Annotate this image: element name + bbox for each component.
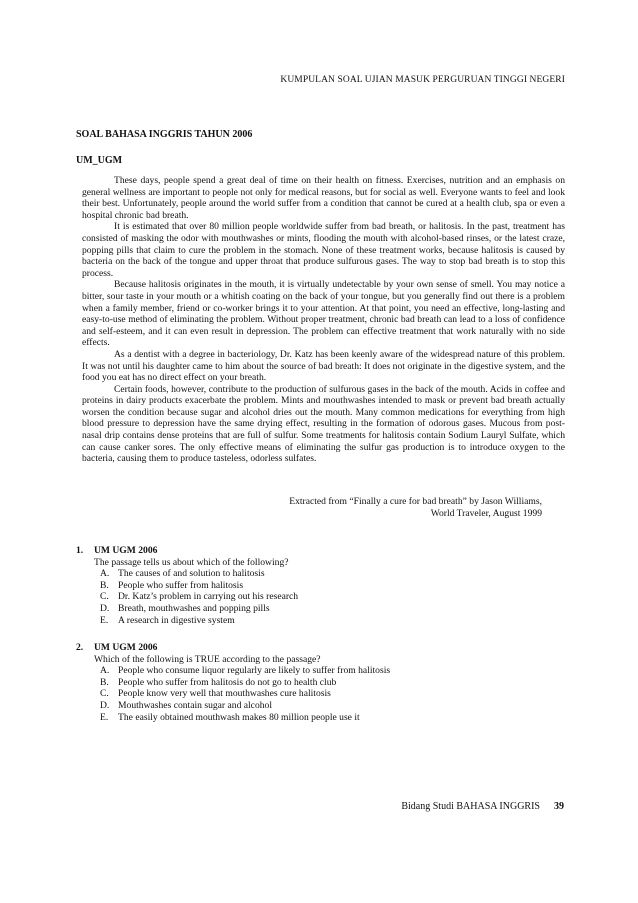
page-number: 39 [554,801,564,812]
option-text: The easily obtained mouthwash makes 80 million people use it [118,711,360,723]
passage-paragraph: Because halitosis originates in the mouth, it is virtually undetectable by your own sense of smell. You may notice a bitter, sour taste in your mouth or a whitish coating on the back of your tongue, but you generally find out there is a problem when a family member, friend or co-worker brings it to your attention. At that point, you need an effective, long-lasting and easy-to-use method of eliminating the problem. Without proper treatment, chronic bad breath can lead to a loss of confidence and self-esteem, and it can even result in depression. The problem can effective treatment that work naturally with no side effects. [82,279,565,349]
option-letter: B. [100,579,109,591]
option-letter: E. [100,711,109,723]
passage-paragraph: Certain foods, however, contribute to the production of sulfurous gases in the back of the mouth. Acids in coffee and proteins in dairy products exacerbate the problem. Mints and mouthwashes intended to mask or prevent bad breath actually worsen the condition because sugar and alcohol dries out the mouth. Many common medications for everything from high blood pressure to depression have the same drying effect, resulting in the formation of odorous gases. Mucous from post-nasal drip contains dense proteins that are full of sulfur. Some treatments for halitosis contain Sodium Lauryl Sulfate, which can cause canker sores. The only effective means of eliminating the sulfur gas production is to introduce oxygen to the bacteria, causing them to produce tasteless, odorless sulfates. [82,383,565,465]
answer-options [100,568,546,626]
answer-option [100,591,546,603]
option-letter: B. [100,676,109,688]
answer-option [100,712,546,724]
option-text: People know very well that mouthwashes cure halitosis [118,688,331,700]
reading-passage [82,175,565,465]
page-footer [401,801,564,812]
question-1 [76,545,546,626]
answer-options [100,665,546,723]
option-text: People who suffer from halitosis do not go to health club [118,676,337,688]
answer-option [100,700,546,712]
option-letter: D. [100,602,110,614]
running-header: KUMPULAN SOAL UJIAN MASUK PERGURUAN TINGGI NEGERI [280,75,565,85]
question-2 [76,642,546,723]
option-text: The causes of and solution to halitosis [118,568,265,580]
source-line: Extracted from “Finally a cure for bad breath” by Jason Williams, [289,496,542,507]
question-number: 1. [76,545,84,556]
passage-paragraph: These days, people spend a great deal of time on their health on fitness. Exercises, nutrition and an emphasis on general wellness are important to people not only for medical reasons, but for social as well. Everyone wants to feel and look their best. Unfortunately, people around the world suffer from a condition that cannot be cured at a health club, spa or even a hospital chronic bad breath. [82,175,565,221]
section-subtitle: UM_UGM [76,155,123,166]
option-text: People who consume liquor regularly are likely to suffer from halitosis [118,665,391,677]
question-text: The passage tells us about which of the following? [94,556,289,568]
answer-option [100,677,546,689]
passage-paragraph: It is estimated that over 80 million people worldwide suffer from bad breath, or halitosis. In the past, treatment has consisted of masking the odor with mouthwashes or mints, flooding the mouth with alcohol-based rinses, or the latest craze, popping pills that claim to cure the problem in the stomach. None of these treatment works, because halitosis is caused by bacteria on the back of the tongue and upper throat that produce sulfurous gases. The way to stop bad breath is to stop this process. [82,221,565,279]
answer-option [100,568,546,580]
option-letter: C. [100,591,109,603]
option-text: Dr. Katz’s problem in carrying out his research [118,591,299,603]
option-letter: C. [100,688,109,700]
question-text: Which of the following is TRUE according to the passage? [94,653,321,665]
answer-option [100,615,546,627]
option-letter: A. [100,665,110,677]
section-title: SOAL BAHASA INGGRIS TAHUN 2006 [76,129,253,140]
question-label: UM UGM 2006 [94,642,158,653]
passage-source [82,496,542,519]
source-line: World Traveler, August 1999 [430,507,542,519]
answer-option [100,665,546,677]
question-header [76,545,546,557]
question-number: 2. [76,642,84,653]
option-letter: A. [100,568,110,580]
answer-option [100,580,546,592]
option-text: Mouthwashes contain sugar and alcohol [118,699,272,711]
footer-subject: Bidang Studi BAHASA INGGRIS [401,801,540,812]
answer-option [100,603,546,615]
passage-paragraph: As a dentist with a degree in bacteriology, Dr. Katz has been keenly aware of the widespread nature of this problem. It was not until his daughter came to him about the source of bad breath: It does not originate in the digestive system, and the food you eat has no direct effect on your breath. [82,348,565,384]
answer-option [100,688,546,700]
question-label: UM UGM 2006 [94,545,158,556]
option-text: Breath, mouthwashes and popping pills [118,602,270,614]
option-letter: E. [100,614,109,626]
question-header [76,642,546,654]
option-text: People who suffer from halitosis [118,579,244,591]
option-text: A research in digestive system [118,614,235,626]
option-letter: D. [100,699,110,711]
